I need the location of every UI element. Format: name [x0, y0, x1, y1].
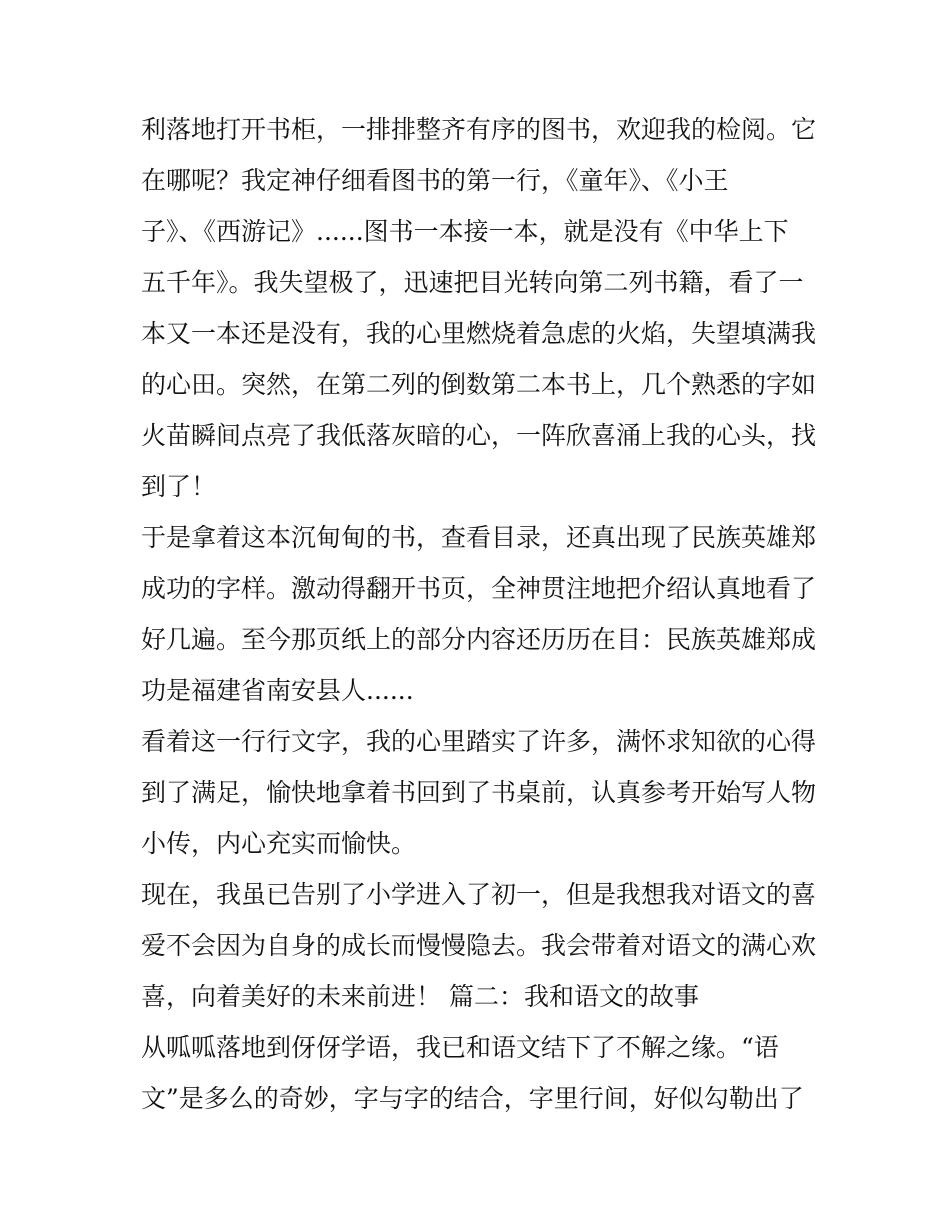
text-line: 火苗瞬间点亮了我低落灰暗的心，一阵欣喜涌上我的心头，找 [141, 421, 817, 450]
text-line: 功是福建省南安县人...... [141, 676, 414, 705]
text-line: 到了！ [141, 472, 217, 501]
text-line: 文”是多么的奇妙，字与字的结合，字里行间，好似勾勒出了 [141, 1084, 804, 1113]
text-line: 好几遍。至今那页纸上的部分内容还历历在目：民族英雄郑成 [141, 625, 817, 654]
text-line: 小传，内心充实而愉快。 [141, 829, 417, 858]
text-line: 现在，我虽已告别了小学进入了初一，但是我想我对语文的喜 [141, 880, 817, 909]
text-line: 在哪呢？我定神仔细看图书的第一行，《童年》、《小王 [141, 166, 729, 195]
text-line: 五千年》。我失望极了，迅速把目光转向第二列书籍，看了一 [141, 268, 804, 297]
text-line: 利落地打开书柜，一排排整齐有序的图书，欢迎我的检阅。它 [141, 115, 817, 144]
text-line: 于是拿着这本沉甸甸的书，查看目录，还真出现了民族英雄郑 [141, 523, 817, 552]
text-line: 从呱呱落地到伢伢学语，我已和语文结下了不解之缘。“语 [141, 1033, 779, 1062]
text-line: 的心田。突然，在第二列的倒数第二本书上，几个熟悉的字如 [141, 370, 817, 399]
body-text [141, 104, 821, 1124]
text-line: 子》、《西游记》......图书一本接一本，就是没有《中华上下 [141, 217, 789, 246]
text-line: 爱不会因为自身的成长而慢慢隐去。我会带着对语文的满心欢 [141, 931, 817, 960]
text-line: 本又一本还是没有，我的心里燃烧着急虑的火焰，失望填满我 [141, 319, 817, 348]
text-line: 到了满足，愉快地拿着书回到了书桌前，认真参考开始写人物 [141, 778, 817, 807]
text-line: 喜，向着美好的未来前进！ 篇二：我和语文的故事 [141, 982, 699, 1011]
text-line: 成功的字样。激动得翻开书页，全神贯注地把介绍认真地看了 [141, 574, 817, 603]
text-line: 看着这一行行文字，我的心里踏实了许多，满怀求知欲的心得 [141, 727, 817, 756]
